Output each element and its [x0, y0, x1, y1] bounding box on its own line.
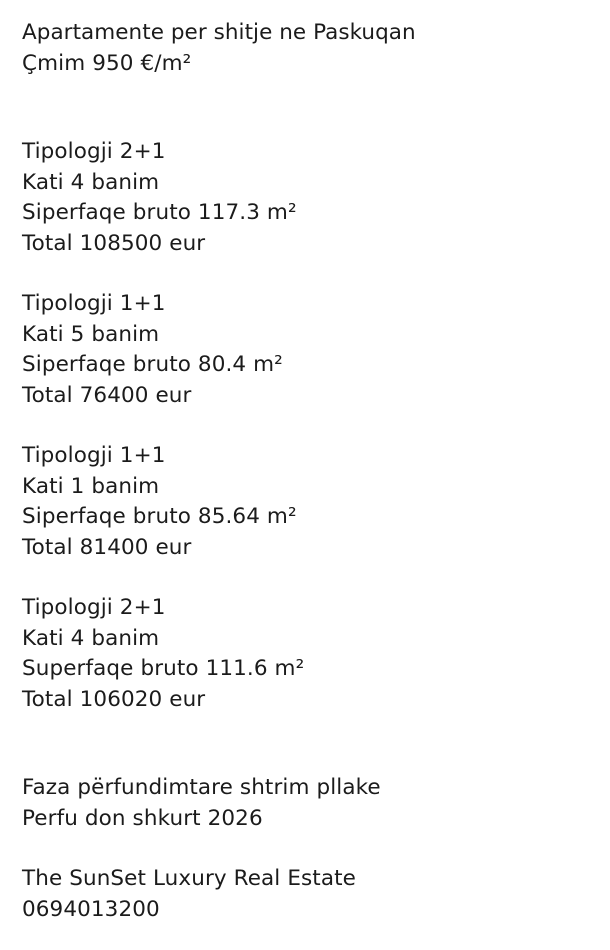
unit-floor: Kati 5 banim — [22, 321, 160, 347]
unit-block-1 — [22, 137, 588, 259]
spacer — [22, 411, 588, 441]
listing-header — [22, 18, 588, 79]
unit-area: Siperfaqe bruto 80.4 m² — [22, 352, 283, 377]
unit-block-2 — [22, 289, 588, 411]
unit-total: Total 108500 eur — [22, 230, 206, 256]
spacer — [22, 715, 588, 773]
listing-price: Çmim 950 €/m² — [22, 50, 192, 76]
listing-title: Apartamente per shitje ne Paskuqan — [22, 20, 416, 45]
unit-total: Total 106020 eur — [22, 686, 206, 712]
unit-typology: Tipologji 1+1 — [22, 443, 166, 468]
spacer — [22, 563, 588, 593]
company-name: The SunSet Luxury Real Estate — [22, 866, 356, 891]
construction-phase: Faza përfundimtare shtrim pllake — [22, 775, 381, 800]
unit-typology: Tipologji 2+1 — [22, 595, 166, 620]
unit-typology: Tipologji 2+1 — [22, 139, 166, 164]
completion-date: Perfu don shkurt 2026 — [22, 805, 263, 831]
unit-floor: Kati 4 banim — [22, 169, 160, 195]
unit-area: Siperfaqe bruto 117.3 m² — [22, 200, 297, 225]
contact-block — [22, 864, 588, 925]
unit-area: Siperfaqe bruto 85.64 m² — [22, 504, 297, 529]
unit-floor: Kati 4 banim — [22, 625, 160, 651]
unit-total: Total 76400 eur — [22, 382, 192, 408]
unit-block-4 — [22, 593, 588, 715]
unit-typology: Tipologji 1+1 — [22, 291, 166, 316]
spacer — [22, 834, 588, 864]
unit-block-3 — [22, 441, 588, 563]
construction-status — [22, 773, 588, 834]
contact-phone[interactable]: 0694013200 — [22, 896, 160, 922]
spacer — [22, 259, 588, 289]
unit-floor: Kati 1 banim — [22, 473, 160, 499]
unit-area: Superfaqe bruto 111.6 m² — [22, 656, 305, 681]
unit-total: Total 81400 eur — [22, 534, 192, 560]
spacer — [22, 79, 588, 137]
